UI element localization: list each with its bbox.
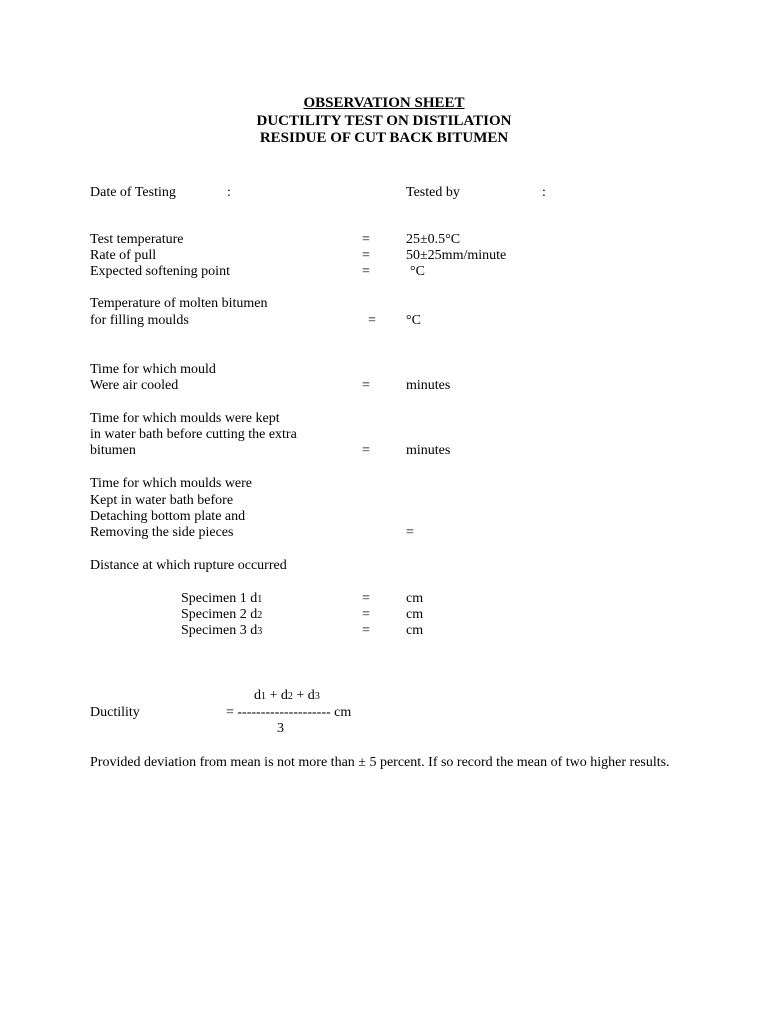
tested-by-label: Tested by: [406, 185, 460, 200]
molten-temperature-equals: =: [368, 313, 376, 328]
water-bath-cut-label-line-1: Time for which moulds were kept: [90, 411, 280, 426]
water-bath-detach-equals: =: [406, 525, 414, 540]
tested-by-colon: :: [542, 185, 546, 200]
specimen-3-label: Specimen 3 d3: [181, 623, 263, 638]
water-bath-detach-label-line-1: Time for which moulds were: [90, 476, 253, 491]
specimen-3-equals: =: [362, 623, 370, 638]
water-bath-cut-label-line-2: in water bath before cutting the extra: [90, 427, 297, 442]
softening-point-label: Expected softening point: [90, 264, 230, 279]
specimen-1-label: Specimen 1 d1: [181, 591, 263, 606]
water-bath-detach-label-line-2: Kept in water bath before: [90, 493, 234, 508]
specimen-1-equals: =: [362, 591, 370, 606]
softening-point-equals: =: [362, 264, 370, 279]
date-of-testing-label: Date of Testing: [90, 185, 176, 200]
date-of-testing-colon: :: [227, 185, 231, 200]
rate-of-pull-label: Rate of pull: [90, 248, 157, 263]
specimen-2-equals: =: [362, 607, 370, 622]
ductility-fraction-line: = -------------------- cm: [226, 705, 352, 720]
ductility-numerator: d1 + d2 + d3: [254, 688, 320, 703]
deviation-note: Provided deviation from mean is not more than ± 5 percent. If so record the mean of two higher results.: [90, 755, 670, 770]
molten-temperature-label-line-2: for filling moulds: [90, 313, 189, 328]
air-cooled-label-line-1: Time for which mould: [90, 362, 216, 377]
water-bath-cut-equals: =: [362, 443, 370, 458]
specimen-2-label: Specimen 2 d2: [181, 607, 263, 622]
sheet-title: OBSERVATION SHEET: [303, 95, 465, 111]
air-cooled-unit: minutes: [406, 378, 451, 393]
test-temperature-equals: =: [362, 232, 370, 247]
test-temperature-label: Test temperature: [90, 232, 184, 247]
water-bath-cut-unit: minutes: [406, 443, 451, 458]
air-cooled-label-line-2: Were air cooled: [90, 378, 179, 393]
water-bath-detach-label-line-3: Detaching bottom plate and: [90, 509, 246, 524]
rate-of-pull-equals: =: [362, 248, 370, 263]
air-cooled-equals: =: [362, 378, 370, 393]
specimen-3-unit: cm: [406, 623, 424, 638]
ductility-denominator: 3: [277, 721, 284, 736]
water-bath-detach-label-line-4: Removing the side pieces: [90, 525, 234, 540]
specimen-2-unit: cm: [406, 607, 424, 622]
ductility-label: Ductility: [90, 705, 140, 720]
rate-of-pull-value: 50±25mm/minute: [406, 248, 507, 263]
specimen-1-unit: cm: [406, 591, 424, 606]
sheet-subtitle-line-1: DUCTILITY TEST ON DISTILATION: [256, 113, 512, 129]
test-temperature-value: 25±0.5°C: [406, 232, 461, 247]
water-bath-cut-label-line-3: bitumen: [90, 443, 136, 458]
molten-temperature-label-line-1: Temperature of molten bitumen: [90, 296, 268, 311]
rupture-distance-label: Distance at which rupture occurred: [90, 558, 287, 573]
sheet-subtitle-line-2: RESIDUE OF CUT BACK BITUMEN: [259, 130, 509, 146]
molten-temperature-unit: °C: [406, 313, 421, 328]
softening-point-unit: °C: [410, 264, 425, 279]
